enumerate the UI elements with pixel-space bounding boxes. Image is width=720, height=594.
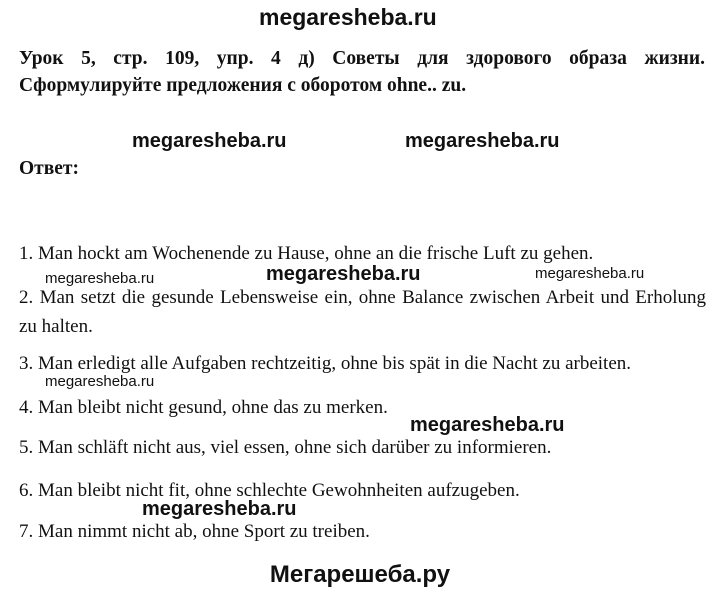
watermark-footer: Мегарешеба.ру [269, 561, 451, 588]
answer-item-7: 7. Man nimmt nicht ab, ohne Sport zu treiben. [19, 521, 370, 542]
watermark-top: megaresheba.ru [259, 4, 437, 30]
answer-item-6: 6. Man bleibt nicht fit, ohne schlechte Gewohnheiten aufzugeben. [19, 480, 520, 501]
watermark-small-1: megaresheba.ru [45, 270, 155, 287]
answer-label: Ответ: [19, 158, 80, 179]
watermark-mid-left: megaresheba.ru [132, 130, 287, 152]
answer-item-1: 1. Man hockt am Wochenende zu Hause, ohne an die frische Luft zu gehen. [19, 243, 594, 264]
watermark-bold-1: megaresheba.ru [266, 263, 421, 285]
watermark-small-3: megaresheba.ru [45, 373, 155, 390]
answer-item-5: 5. Man schläft nicht aus, viel essen, ohne sich darüber zu informieren. [19, 437, 552, 458]
watermark-bold-3: megaresheba.ru [142, 498, 297, 520]
answer-item-2: 2. Man setzt die gesunde Lebensweise ein, ohne Balance zwischen Arbeit und Erholung zu halten. [19, 287, 706, 337]
task-heading: Урок 5, стр. 109, упр. 4 д) Советы для здорового образа жизни. Сформулируйте предложения с оборотом ohne.. zu. [19, 48, 705, 96]
answer-item-3: 3. Man erledigt alle Aufgaben rechtzeitig, ohne bis spät in die Nacht zu arbeiten. [19, 353, 632, 374]
watermark-small-2: megaresheba.ru [535, 265, 645, 282]
answer-item-4: 4. Man bleibt nicht gesund, ohne das zu merken. [19, 397, 388, 418]
watermark-mid-right: megaresheba.ru [405, 130, 560, 152]
watermark-bold-2: megaresheba.ru [410, 414, 565, 436]
